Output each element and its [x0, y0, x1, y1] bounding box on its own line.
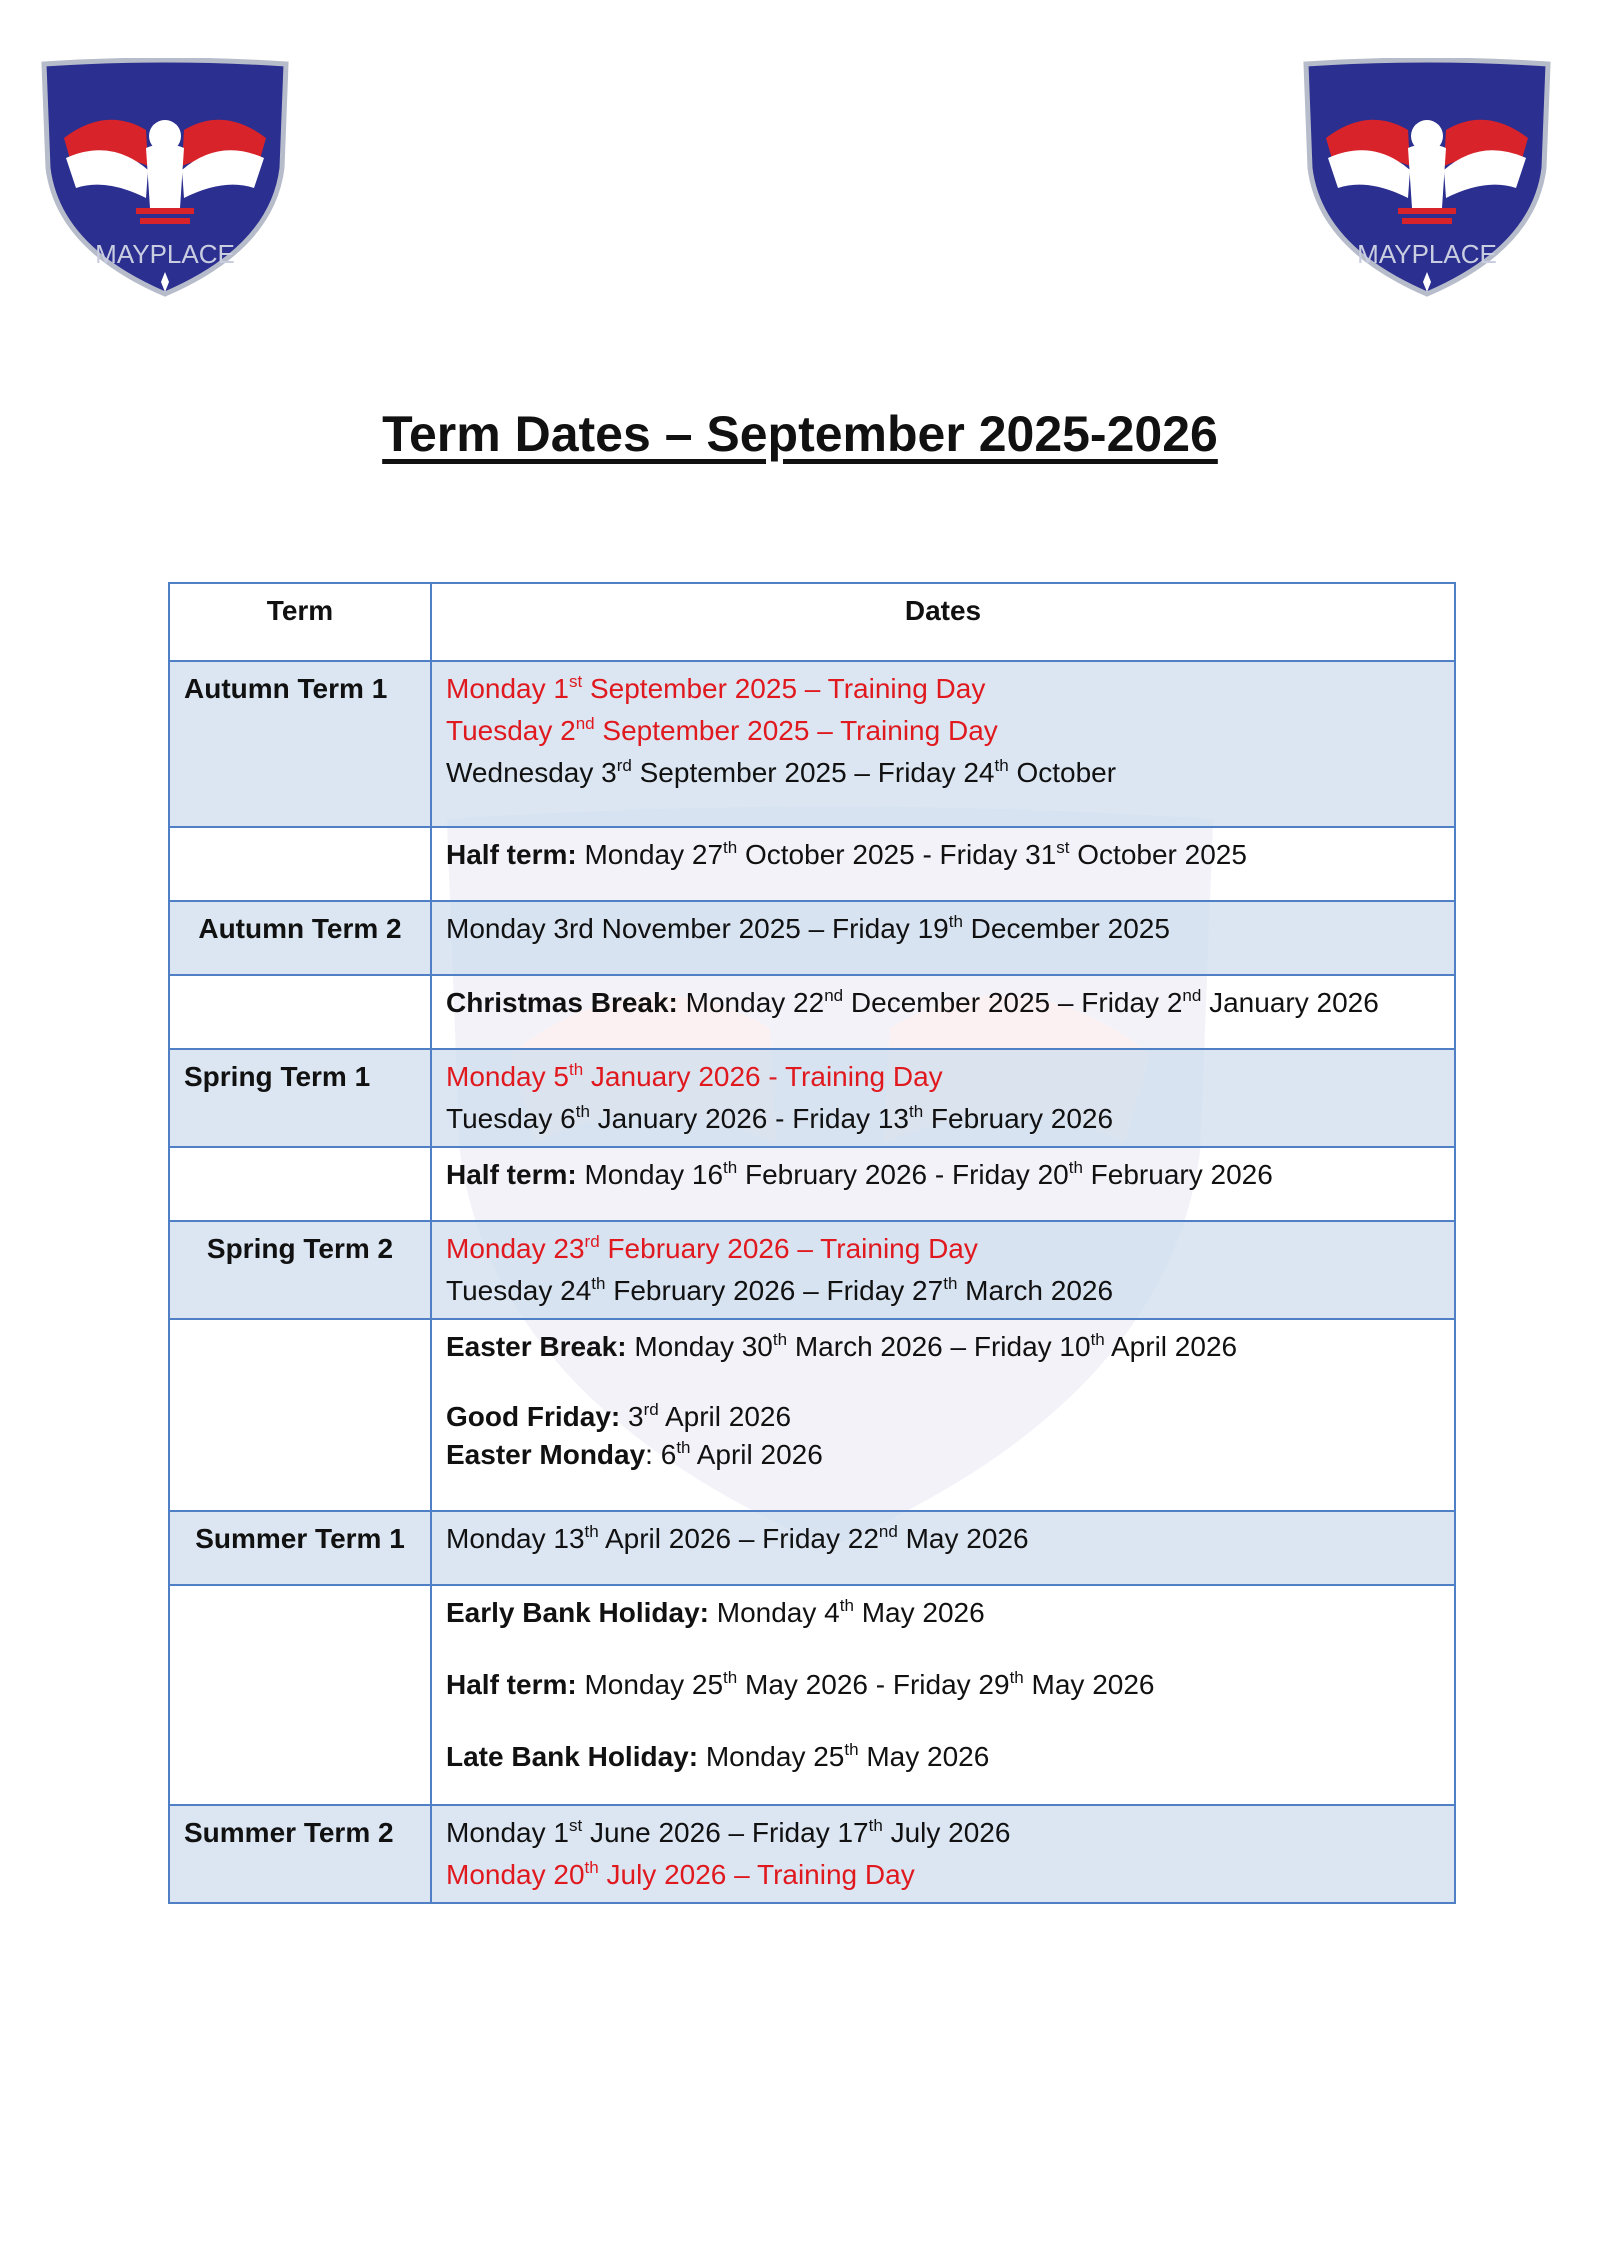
holiday-line: Half term: Monday 27th October 2025 - Friday 31st October 2025: [446, 838, 1247, 870]
dates-cell: [431, 827, 1455, 901]
term-label-empty: [169, 1147, 431, 1221]
table-row-summer-2: [169, 1805, 1455, 1903]
term-label-empty: [169, 1319, 431, 1511]
holiday-line: Half term: Monday 16th February 2026 - Friday 20th February 2026: [446, 1158, 1273, 1190]
dates-cell: [431, 1511, 1455, 1585]
holiday-line: Late Bank Holiday: Monday 25th May 2026: [446, 1740, 990, 1772]
dates-cell: [431, 1319, 1455, 1511]
dates-cell: [431, 1049, 1455, 1147]
term-label: Spring Term 2: [169, 1221, 431, 1319]
table-row-summer-1: [169, 1511, 1455, 1585]
training-day-line: Monday 23rd February 2026 – Training Day: [446, 1232, 978, 1264]
holiday-line: Christmas Break: Monday 22nd December 2025 – Friday 2nd January 2026: [446, 986, 1379, 1018]
page-title: Term Dates – September 2025-2026: [382, 406, 1218, 462]
dates-cell: [431, 901, 1455, 975]
table-header-row: [169, 583, 1455, 661]
term-label: Summer Term 1: [169, 1511, 431, 1585]
crest-text: MAYPLACE: [1357, 239, 1497, 269]
term-dates-line: Monday 13th April 2026 – Friday 22nd May 2026: [446, 1522, 1029, 1554]
table-row-easter-break: [169, 1319, 1455, 1511]
table-row-autumn-2: [169, 901, 1455, 975]
term-label: Autumn Term 1: [169, 661, 431, 827]
table-row-half-term-october: [169, 827, 1455, 901]
dates-cell: [431, 1585, 1455, 1805]
term-dates-line: Monday 1st June 2026 – Friday 17th July 2026: [446, 1816, 1011, 1848]
dates-cell: [431, 1147, 1455, 1221]
mayplace-crest-logo-right: [1298, 58, 1556, 298]
term-dates-line: Wednesday 3rd September 2025 – Friday 24th October: [446, 756, 1117, 788]
holiday-line: Easter Monday: 6th April 2026: [446, 1437, 823, 1470]
training-day-line: Monday 5th January 2026 - Training Day: [446, 1060, 943, 1092]
table-row-may-holidays: [169, 1585, 1455, 1805]
mayplace-crest-logo-left: [36, 58, 294, 298]
header-dates: Dates: [431, 583, 1455, 661]
training-day-line: Monday 1st September 2025 – Training Day: [446, 672, 986, 704]
crest-text: MAYPLACE: [95, 239, 235, 269]
table-row-christmas-break: [169, 975, 1455, 1049]
term-label: Spring Term 1: [169, 1049, 431, 1147]
term-dates-line: Monday 3rd November 2025 – Friday 19th December 2025: [446, 912, 1170, 944]
term-dates-line: Tuesday 6th January 2026 - Friday 13th February 2026: [446, 1102, 1114, 1134]
header-term: Term: [169, 583, 431, 661]
holiday-line: Easter Break: Monday 30th March 2026 – Friday 10th April 2026: [446, 1330, 1238, 1362]
training-day-line: Monday 20th July 2026 – Training Day: [446, 1858, 915, 1890]
table-row-autumn-1: [169, 661, 1455, 827]
term-label-empty: [169, 975, 431, 1049]
table-row-spring-1: [169, 1049, 1455, 1147]
term-label-empty: [169, 1585, 431, 1805]
dates-cell: [431, 1805, 1455, 1903]
term-dates-table: [168, 582, 1456, 1904]
term-label: Autumn Term 2: [169, 901, 431, 975]
term-dates-line: Tuesday 24th February 2026 – Friday 27th March 2026: [446, 1274, 1114, 1306]
dates-cell: [431, 1221, 1455, 1319]
dates-cell: [431, 975, 1455, 1049]
training-day-line: Tuesday 2nd September 2025 – Training Day: [446, 714, 998, 746]
term-label: Summer Term 2: [169, 1805, 431, 1903]
term-label-empty: [169, 827, 431, 901]
holiday-line: Half term: Monday 25th May 2026 - Friday 29th May 2026: [446, 1668, 1155, 1700]
holiday-line: Good Friday: 3rd April 2026: [446, 1400, 792, 1432]
holiday-line: Early Bank Holiday: Monday 4th May 2026: [446, 1596, 985, 1628]
table-row-spring-2: [169, 1221, 1455, 1319]
table-row-half-term-february: [169, 1147, 1455, 1221]
dates-cell: [431, 661, 1455, 827]
